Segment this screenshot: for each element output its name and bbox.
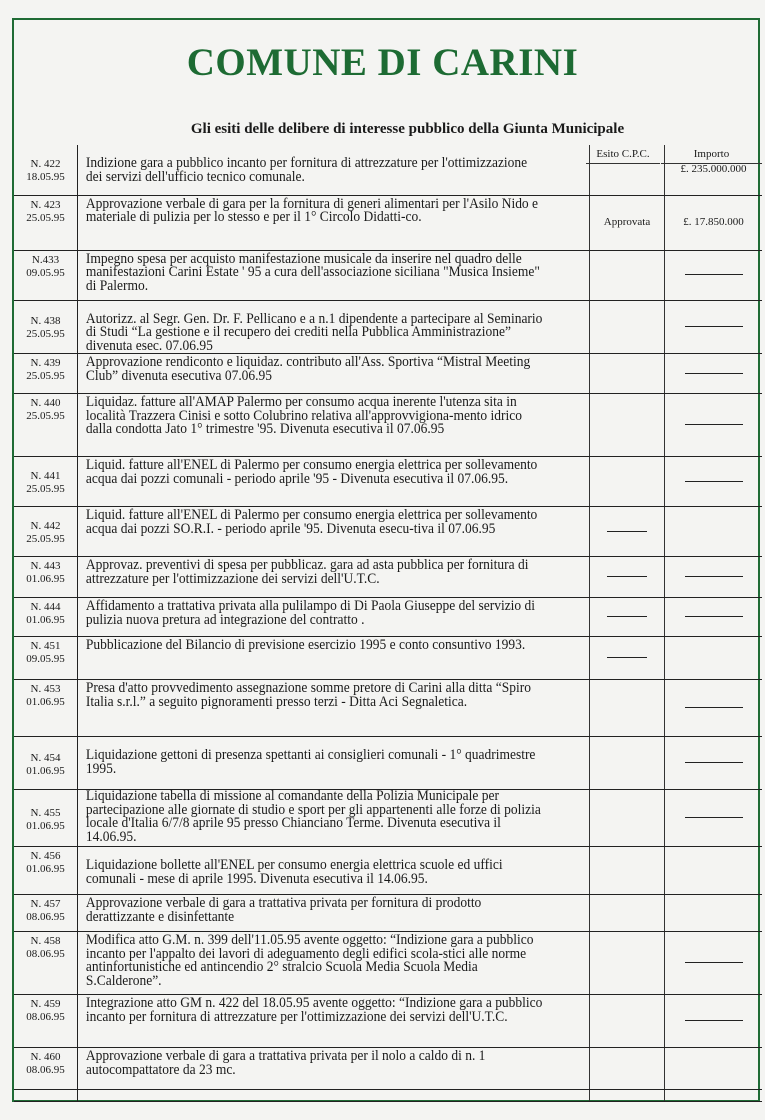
table-row [14,557,762,598]
importo-value: £. 235.000.000 [680,163,747,175]
importo-cell [665,598,763,637]
table-row [14,680,762,737]
empty-dash [685,616,743,617]
delibera-date: 09.05.95 [26,266,65,279]
table-row [14,1048,762,1090]
esito-cell [590,394,665,457]
delibera-number: N. 455 [30,806,61,819]
delibera-description: Modifica atto G.M. n. 399 dell'11.05.95 avente oggetto: “Indizione gara a pubblico incanto per l'appalto dei lavori di adeguamento degli edifici scola-stici alle norme antinfortunistiche ed antincendio 2° stralcio Scuola Media Scuola Media S.Calderone”. [78,932,554,995]
delibera-number-cell [14,354,78,394]
empty-dash [685,962,743,963]
esito-cell [590,895,665,932]
delibera-number-cell [14,507,78,557]
table-row [14,300,762,354]
delibera-number: N. 443 [30,560,61,572]
column-header-esito: Esito C.P.C. [586,145,660,164]
table-row [14,895,762,932]
importo-cell [665,354,763,394]
delibera-number: N. 454 [30,751,61,764]
importo-cell [665,737,763,790]
delibera-description: Approvaz. preventivi di spesa per pubblicaz. gara ad asta pubblica per fornitura di attrezzature per l'ottimizzazione dei servizi dell'U.T.C. [78,557,554,598]
delibera-date: 25.05.95 [26,328,65,341]
delibera-date: 01.06.95 [26,764,65,777]
delibera-number: N. 444 [30,601,61,613]
table-row [14,394,762,457]
empty-dash [685,373,743,374]
delibera-description: Integrazione atto GM n. 422 del 18.05.95 avente oggetto: “Indizione gara a pubblico incanto per fornitura di attrezzature per l'ottimizzazione dei servizi dell'U.T.C. [78,995,554,1048]
empty-dash [685,817,743,818]
delibera-number-cell [14,300,78,354]
delibera-number-cell [14,995,78,1048]
delibera-description: Approvazione verbale di gara a trattativa privata per il nolo a caldo di n. 1 autocompattatore da 23 mc. [78,1048,554,1090]
delibera-date: 08.06.95 [26,911,65,923]
esito-cell [590,598,665,637]
empty-dash [685,326,743,327]
esito-cell [590,195,665,250]
delibera-description: Liquid. fatture all'ENEL di Palermo per consumo energia elettrica per sollevamento acqua dai pozzi SO.R.I. - periodo aprile '95. Divenuta esecu-tiva il 07.06.95 [78,507,554,557]
delibera-date: 08.06.95 [26,1011,65,1023]
delibera-number: N. 438 [30,315,61,328]
importo-cell [665,1048,763,1090]
delibera-number-cell [14,847,78,895]
delibera-date: 01.06.95 [26,863,65,875]
importo-cell [665,250,763,300]
empty-dash [607,531,647,532]
delibera-number-cell [14,598,78,637]
importo-cell [665,637,763,680]
table-row [14,507,762,557]
delibera-date: 08.06.95 [26,1064,65,1076]
delibera-date: 18.05.95 [26,171,65,184]
delibera-number-cell [14,790,78,847]
delibera-date: 25.05.95 [26,370,65,382]
delibera-date: 01.06.95 [26,696,65,708]
delibera-number: N.433 [31,253,60,266]
esito-cell [590,637,665,680]
delibera-description: Approvazione rendiconto e liquidaz. contributo all'Ass. Sportiva “Mistral Meeting Club” divenuta esecutiva 07.06.95 [78,354,554,394]
esito-cell [590,932,665,995]
importo-cell [665,790,763,847]
delibera-number: N. 451 [30,640,61,652]
table-row [14,737,762,790]
delibera-date: 01.06.95 [26,573,65,585]
delibera-number-cell [14,250,78,300]
delibera-number-cell [14,195,78,250]
delibera-number: N. 459 [30,998,61,1010]
esito-cell [590,737,665,790]
delibera-number-cell [14,394,78,457]
delibera-description: Liquidaz. fatture all'AMAP Palermo per consumo acqua inerente l'utenza sita in località Trazzera Cinisi e sotto Colubrino relativa all'approvvigiona-mento idrico dalla condotta Jato 1° trimestre '95. Divenuta esecutiva il 07.06.95 [78,394,554,457]
delibera-number: N. 422 [30,158,61,171]
importo-cell [665,995,763,1048]
esito-cell [590,457,665,507]
delibera-date: 25.05.95 [26,410,65,422]
empty-dash [685,1020,743,1021]
delibera-number: N. 440 [30,397,61,409]
delibera-date: 25.05.95 [26,211,65,224]
delibera-number-cell [14,680,78,737]
table-row [14,598,762,637]
empty-row [14,1090,762,1102]
table-row [14,250,762,300]
delibera-description: Liquid. fatture all'ENEL di Palermo per consumo energia elettrica per sollevamento acqua dai pozzi comunali - periodo aprile '95 - Divenuta esecutiva il 07.06.95. [78,457,554,507]
delibera-date: 01.06.95 [26,819,65,832]
table-row [14,995,762,1048]
importo-cell [665,394,763,457]
delibera-description: Liquidazione bollette all'ENEL per consumo energia elettrica scuole ed uffici comunali - mese di aprile 1995. Divenuta esecutiva il 14.06.95. [78,847,554,895]
delibera-number-cell [14,637,78,680]
delibera-description: Pubblicazione del Bilancio di previsione esercizio 1995 e conto consuntivo 1993. [78,637,554,680]
delibera-description: Approvazione verbale di gara per la fornitura di generi alimentari per l'Asilo Nido e materiale di pulizia per lo stesso e per il 1° Circolo Didatti-co. [78,195,554,250]
delibera-description: Affidamento a trattativa privata alla pulilampo di Di Paola Giuseppe del servizio di pulizia nuova pretura ad integrazione del contratto . [78,598,554,637]
delibera-description: Liquidazione gettoni di presenza spettanti ai consiglieri comunali - 1° quadrimestre 1995. [78,737,554,790]
empty-dash [685,481,743,482]
importo-cell [665,507,763,557]
delibera-number: N. 423 [30,198,61,211]
esito-cell [590,507,665,557]
delibera-number: N. 458 [30,935,61,947]
delibera-description: Liquidazione tabella di missione al comandante della Polizia Municipale per partecipazione alle giornate di studio e sport per gli appartenenti alle forze di polizia locale d'Italia 6/7/8 aprile 95 presso Chianciano Terme. Divenuta esecutiva il 14.06.95. [78,790,554,847]
delibera-date: 25.05.95 [26,533,65,545]
delibera-number-cell [14,932,78,995]
table-row [14,790,762,847]
delibera-description: Approvazione verbale di gara a trattativa privata per fornitura di prodotto derattizzante e disinfettante [78,895,554,932]
importo-value: £. 17.850.000 [683,215,744,228]
empty-dash [607,576,647,577]
delibera-number: N. 439 [30,357,61,369]
empty-dash [607,657,647,658]
empty-dash [685,424,743,425]
delibera-number: N. 460 [30,1051,61,1063]
table-row [14,195,762,250]
column-header-importo: Importo [661,145,762,164]
table-row [14,847,762,895]
importo-cell [665,557,763,598]
empty-dash [607,616,647,617]
table-row [14,354,762,394]
importo-cell [665,195,763,250]
delibera-number: N. 441 [30,470,61,482]
table-row [14,457,762,507]
empty-dash [685,576,743,577]
delibera-description: Presa d'atto provvedimento assegnazione somme pretore di Carini alla ditta “Spiro Italia s.r.l.” a seguito pignoramenti presso terzi - Ditta Aci Segnaletica. [78,680,554,737]
delibera-date: 01.06.95 [26,614,65,626]
importo-cell [665,895,763,932]
esito-cell [590,790,665,847]
delibera-number: N. 442 [30,520,61,532]
delibera-number-cell [14,895,78,932]
importo-cell [665,847,763,895]
delibera-date: 09.05.95 [26,653,65,665]
importo-cell [665,932,763,995]
esito-cell [590,995,665,1048]
importo-cell [665,457,763,507]
esito-cell [590,300,665,354]
delibera-number-cell [14,557,78,598]
delibera-number-cell [14,737,78,790]
table-row [14,932,762,995]
delibera-date: 08.06.95 [26,948,65,960]
delibera-description: Indizione gara a pubblico incanto per fornitura di attrezzature per l'ottimizzazione dei servizi dell'ufficio tecnico comunale. [78,145,554,195]
esito-cell [590,680,665,737]
importo-cell [665,680,763,737]
page-subtitle: Gli esiti delle delibere di interesse pubblico della Giunta Municipale [190,121,625,137]
page-title: COMUNE DI CARINI [186,41,579,84]
delibera-description: Impegno spesa per acquisto manifestazione musicale da inserire nel quadro delle manifestazioni Carini Estate ' 95 a cura dell'associazione siciliana "Musica Insieme" di Palermo. [78,250,554,300]
delibera-number: N. 456 [30,850,61,862]
empty-dash [685,274,743,275]
importo-cell [665,300,763,354]
delibera-number-cell [14,1048,78,1090]
delibera-number-cell [14,457,78,507]
delibera-number: N. 457 [30,898,61,910]
esito-cell [590,354,665,394]
table-row [14,637,762,680]
delibera-description: Autorizz. al Segr. Gen. Dr. F. Pellicano e a n.1 dipendente a partecipare al Seminario di Studi “La gestione e il recupero dei crediti nella Pubblica Amministrazione” divenuta esec. 07.06.95 [78,300,554,354]
esito-value: Approvata [603,215,651,228]
delibera-number-cell [14,145,78,195]
esito-cell [590,847,665,895]
esito-cell [590,250,665,300]
empty-dash [685,707,743,708]
esito-cell [590,557,665,598]
esito-cell [590,1048,665,1090]
delibera-number: N. 453 [30,683,61,695]
delibere-table [14,145,762,1102]
empty-dash [685,762,743,763]
delibera-date: 25.05.95 [26,483,65,495]
